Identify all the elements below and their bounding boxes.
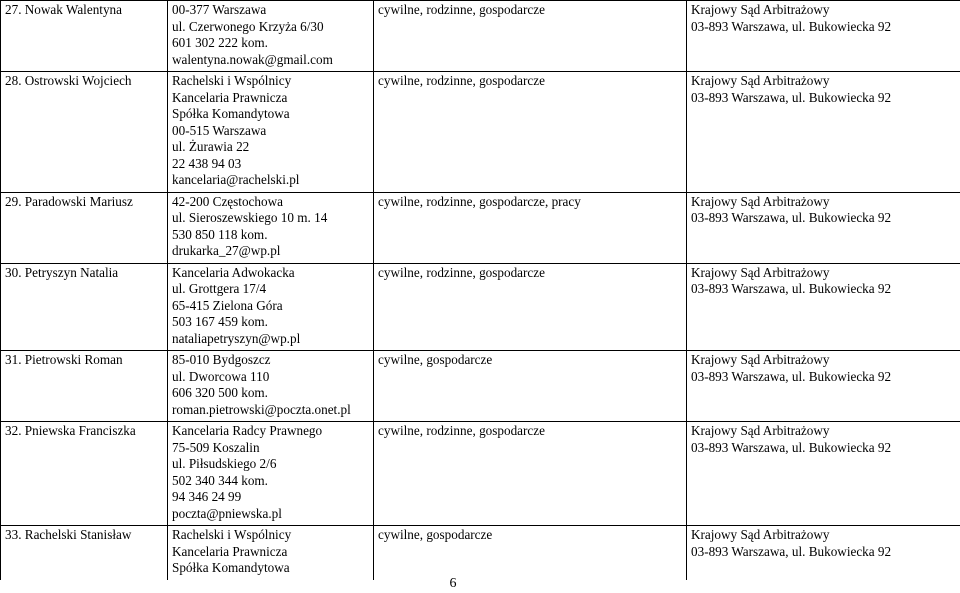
address-line: roman.pietrowski@poczta.onet.pl bbox=[172, 401, 351, 417]
address-line: 22 438 94 03 bbox=[172, 155, 242, 171]
page-number: 6 bbox=[449, 576, 457, 591]
specialization: cywilne, rodzinne, gospodarcze bbox=[374, 263, 687, 351]
court-line: 03-893 Warszawa, ul. Bukowiecka 92 bbox=[691, 89, 892, 105]
address-line: Kancelaria Prawnicza bbox=[172, 89, 288, 105]
contact-address bbox=[168, 192, 374, 263]
arbitration-court bbox=[687, 72, 960, 193]
court-line: 03-893 Warszawa, ul. Bukowiecka 92 bbox=[691, 281, 892, 296]
arbitration-court bbox=[687, 422, 960, 526]
court-line: 03-893 Warszawa, ul. Bukowiecka 92 bbox=[691, 439, 892, 455]
court-line: 03-893 Warszawa, ul. Bukowiecka 92 bbox=[691, 210, 892, 225]
specialization: cywilne, gospodarcze bbox=[374, 526, 687, 580]
address-line: Kancelaria Prawnicza bbox=[172, 543, 288, 559]
specialization: cywilne, rodzinne, gospodarcze, pracy bbox=[374, 192, 687, 263]
address-line: 75-509 Koszalin bbox=[172, 439, 260, 455]
court-line: Krajowy Sąd Arbitrażowy bbox=[691, 352, 830, 367]
address-line: walentyna.nowak@gmail.com bbox=[172, 51, 333, 67]
specialization: cywilne, rodzinne, gospodarcze bbox=[374, 72, 687, 193]
address-line: 503 167 459 kom. bbox=[172, 314, 268, 329]
table-row bbox=[1, 72, 960, 193]
table-row bbox=[1, 1, 960, 72]
arbitrator-name: 32. Pniewska Franciszka bbox=[1, 422, 168, 526]
address-line: Rachelski i Wspólnicy bbox=[172, 527, 292, 542]
table-row bbox=[1, 263, 960, 351]
address-line: ul. Piłsudskiego 2/6 bbox=[172, 456, 277, 471]
arbitration-court bbox=[687, 192, 960, 263]
arbitrator-name: 33. Rachelski Stanisław bbox=[1, 526, 168, 580]
court-line: 03-893 Warszawa, ul. Bukowiecka 92 bbox=[691, 368, 892, 384]
court-line: 03-893 Warszawa, ul. Bukowiecka 92 bbox=[691, 18, 892, 34]
table-row bbox=[1, 192, 960, 263]
address-line: 606 320 500 kom. bbox=[172, 385, 268, 400]
contact-address bbox=[168, 1, 374, 72]
address-line: Kancelaria Radcy Prawnego bbox=[172, 423, 323, 438]
arbitrator-name: 30. Petryszyn Natalia bbox=[1, 263, 168, 351]
arbitrator-name: 29. Paradowski Mariusz bbox=[1, 192, 168, 263]
address-line: 65-415 Zielona Góra bbox=[172, 297, 283, 313]
contact-address bbox=[168, 526, 374, 580]
contact-address bbox=[168, 351, 374, 422]
court-line: Krajowy Sąd Arbitrażowy bbox=[691, 2, 830, 17]
address-line: 530 850 118 kom. bbox=[172, 226, 268, 242]
table-row bbox=[1, 422, 960, 526]
address-line: 00-377 Warszawa bbox=[172, 2, 267, 17]
address-line: Spółka Komandytowa bbox=[172, 560, 290, 575]
arbitrator-name: 28. Ostrowski Wojciech bbox=[1, 72, 168, 193]
specialization: cywilne, gospodarcze bbox=[374, 351, 687, 422]
arbitrators-table-body bbox=[1, 1, 960, 580]
court-line: Krajowy Sąd Arbitrażowy bbox=[691, 527, 830, 542]
arbitration-court bbox=[687, 526, 960, 580]
address-line: ul. Dworcowa 110 bbox=[172, 368, 270, 384]
specialization: cywilne, rodzinne, gospodarcze bbox=[374, 422, 687, 526]
specialization: cywilne, rodzinne, gospodarcze bbox=[374, 1, 687, 72]
court-line: Krajowy Sąd Arbitrażowy bbox=[691, 193, 830, 209]
court-line: Krajowy Sąd Arbitrażowy bbox=[691, 423, 830, 438]
address-line: 85-010 Bydgoszcz bbox=[172, 352, 271, 367]
table-row bbox=[1, 526, 960, 580]
address-line: 00-515 Warszawa bbox=[172, 122, 267, 138]
table-row bbox=[1, 351, 960, 422]
arbitration-court bbox=[687, 263, 960, 351]
address-line: Rachelski i Wspólnicy bbox=[172, 73, 292, 88]
address-line: kancelaria@rachelski.pl bbox=[172, 172, 300, 187]
court-line: Krajowy Sąd Arbitrażowy bbox=[691, 73, 830, 88]
address-line: nataliapetryszyn@wp.pl bbox=[172, 330, 301, 346]
address-line: drukarka_27@wp.pl bbox=[172, 243, 281, 258]
address-line: 42-200 Częstochowa bbox=[172, 193, 283, 209]
arbitration-court bbox=[687, 1, 960, 72]
contact-address bbox=[168, 422, 374, 526]
address-line: ul. Sieroszewskiego 10 m. 14 bbox=[172, 210, 328, 225]
address-line: poczta@pniewska.pl bbox=[172, 505, 282, 521]
address-line: 601 302 222 kom. bbox=[172, 35, 268, 50]
address-line: ul. Czerwonego Krzyża 6/30 bbox=[172, 18, 324, 34]
address-line: 94 346 24 99 bbox=[172, 489, 242, 504]
arbitrator-name: 31. Pietrowski Roman bbox=[1, 351, 168, 422]
address-line: ul. Żurawia 22 bbox=[172, 139, 250, 154]
arbitration-court bbox=[687, 351, 960, 422]
court-line: Krajowy Sąd Arbitrażowy bbox=[691, 264, 830, 280]
address-line: 502 340 344 kom. bbox=[172, 472, 268, 488]
address-line: Kancelaria Adwokacka bbox=[172, 264, 295, 280]
contact-address bbox=[168, 263, 374, 351]
arbitrator-name: 27. Nowak Walentyna bbox=[1, 1, 168, 72]
court-line: 03-893 Warszawa, ul. Bukowiecka 92 bbox=[691, 543, 892, 559]
contact-address bbox=[168, 72, 374, 193]
address-line: Spółka Komandytowa bbox=[172, 106, 290, 121]
address-line: ul. Grottgera 17/4 bbox=[172, 281, 267, 296]
